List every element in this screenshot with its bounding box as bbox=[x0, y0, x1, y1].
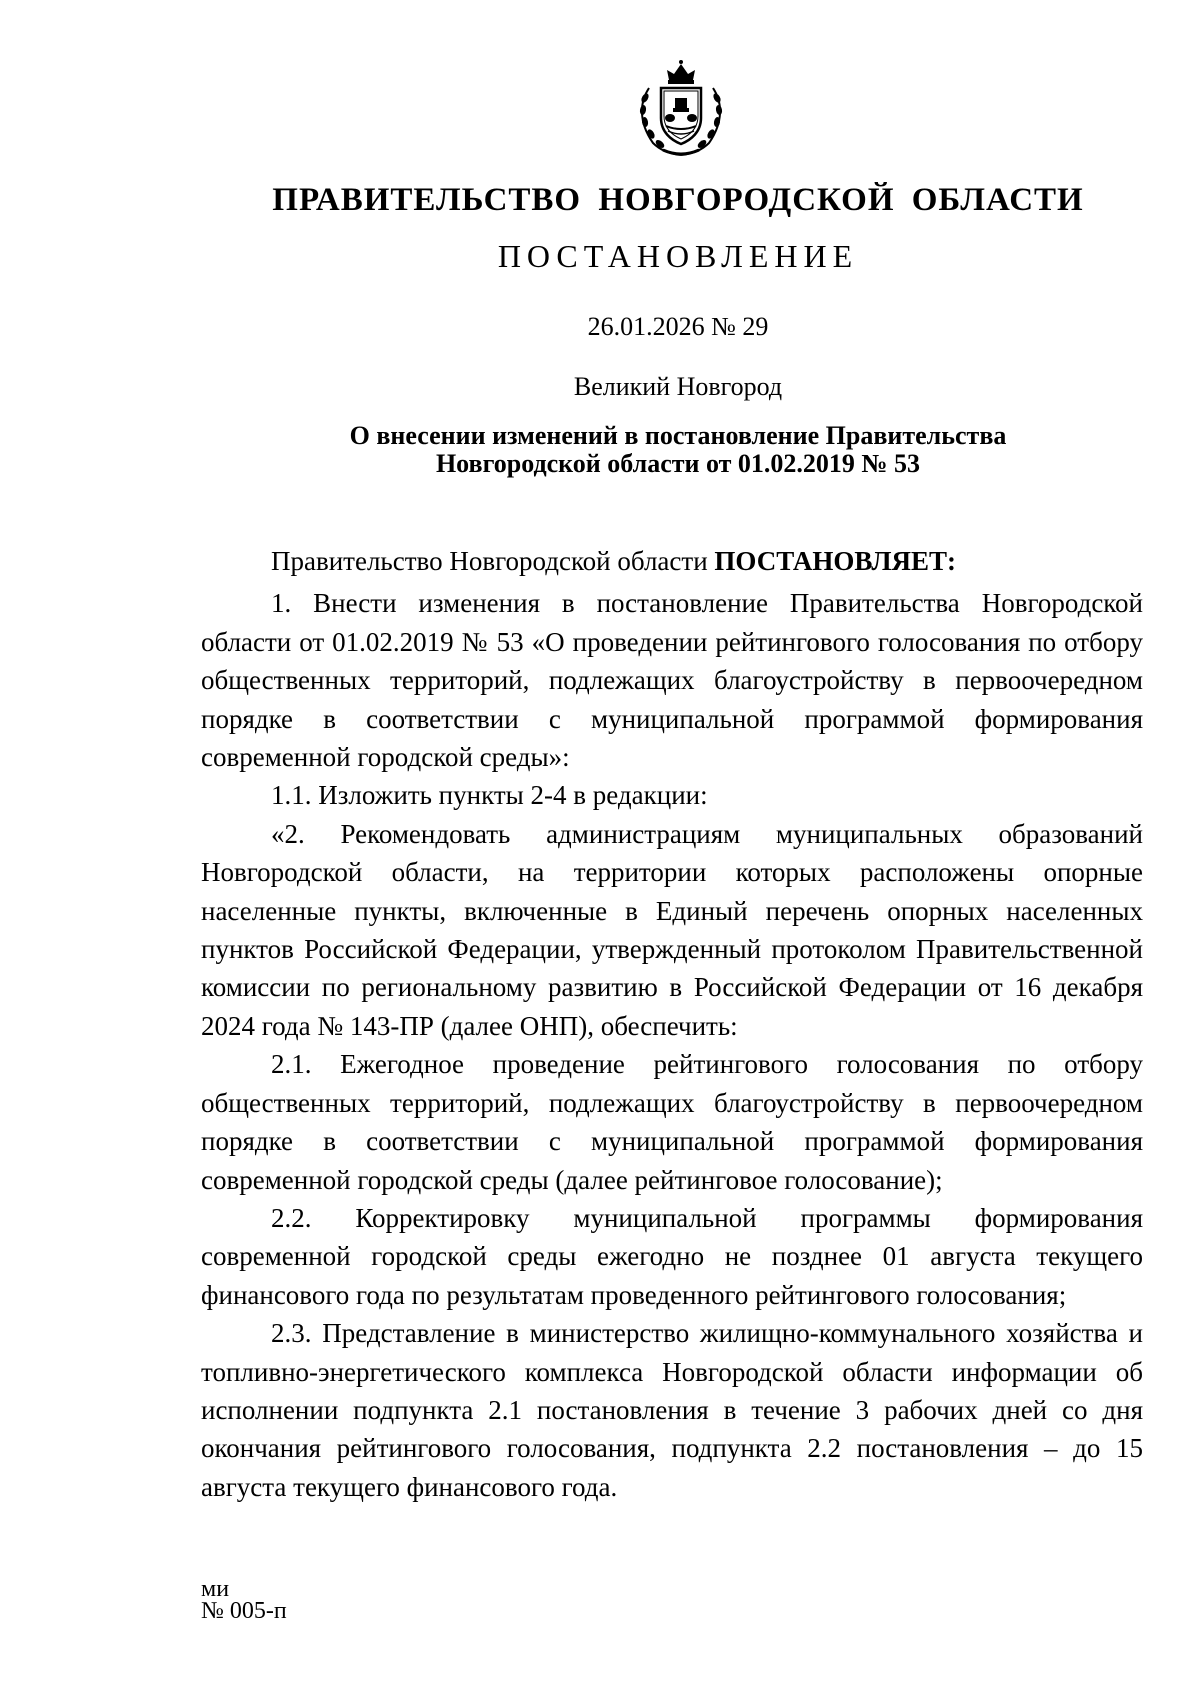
document-type-heading: ПОСТАНОВЛЕНИЕ bbox=[497, 238, 859, 274]
resolution-intro-text: Правительство Новгородской области bbox=[271, 546, 715, 576]
document-footer bbox=[201, 1578, 287, 1622]
footer-initials: ми bbox=[201, 1576, 230, 1602]
document-title-line-2: Новгородской области от 01.02.2019 № 53 bbox=[435, 449, 921, 478]
footer-code: № 005-п bbox=[201, 1598, 287, 1624]
paragraph-2: «2. Рекомендовать администрациям муниципальных образований Новгородской области, на территории которых расположены опорные населенные пункты, включенные в Единый перечень опорных населенных пунктов Российской Федерации, утвержденный протоколом Правительственной комиссии по региональному развитию в Российской Федерации от 16 декабря 2024 года № 143-ПР (далее ОНП), обеспечить: bbox=[201, 818, 1143, 1041]
paragraph-1-1: 1.1. Изложить пункты 2-4 в редакции: bbox=[271, 780, 708, 811]
document-city: Великий Новгород bbox=[573, 372, 783, 401]
document-body bbox=[201, 542, 1143, 1506]
paragraph-2-1: 2.1. Ежегодное проведение рейтингового голосования по отбору общественных территорий, подлежащих благоустройству в первоочередном порядке в соответствии с муниципальной программой формирования современной городской среды (далее рейтинговое голосование); bbox=[201, 1049, 1143, 1195]
paragraph-2-3: 2.3. Представление в министерство жилищно-коммунального хозяйства и топливно-энергетического комплекса Новгородской области информации об исполнении подпункта 2.1 постановления в течение 3 рабочих дней со дня окончания рейтингового голосования, подпункта 2.2 постановления – до 15 августа текущего финансового года. bbox=[201, 1318, 1143, 1502]
organization-heading: ПРАВИТЕЛЬСТВО НОВГОРОДСКОЙ ОБЛАСТИ bbox=[272, 182, 1084, 218]
document-title bbox=[0, 422, 1200, 478]
resolution-intro bbox=[201, 542, 1143, 580]
document-date-number: 26.01.2026 № 29 bbox=[587, 312, 769, 341]
coat-of-arms-emblem bbox=[633, 58, 729, 158]
resolution-intro-keyword: ПОСТАНОВЛЯЕТ: bbox=[714, 546, 956, 576]
paragraph-1: 1. Внести изменения в постановление Правительства Новгородской области от 01.02.2019 № 53 «О проведении рейтингового голосования по отбору общественных территорий, подлежащих благоустройству в первоочередном порядке в соответствии с муниципальной программой формирования современной городской среды»: bbox=[201, 588, 1143, 773]
document-title-line-1: О внесении изменений в постановление Правительства bbox=[349, 421, 1007, 450]
paragraph-2-2: 2.2. Корректировку муниципальной программы формирования современной городской среды ежегодно не позднее 01 августа текущего финансового года по результатам проведенного рейтингового голосования; bbox=[201, 1202, 1143, 1310]
